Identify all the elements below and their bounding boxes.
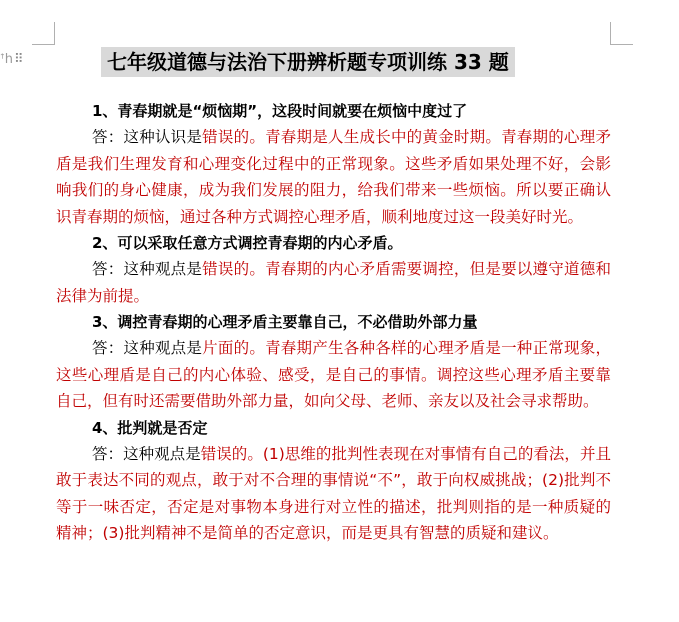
verdict-text: 片面的 (202, 339, 250, 357)
question-text: 1、青春期就是“烦恼期”，这段时间就要在烦恼中度过了 (92, 102, 468, 120)
verdict-text: 错误的 (202, 260, 250, 278)
question-text: 3、调控青春期的心理矛盾主要靠自己，不必借助外部力量 (92, 313, 478, 331)
answer-label: 答：这种观点是 (92, 444, 201, 463)
question-text: 2、可以采取任意方式调控青春期的内心矛盾。 (92, 234, 403, 252)
answer-text (56, 335, 611, 415)
answer-text (56, 124, 611, 230)
qa-item-1 (56, 98, 611, 230)
question-text: 4、批判就是否定 (92, 418, 208, 437)
page-corner-mark-right (610, 22, 633, 45)
answer-text (56, 441, 611, 547)
answer-text (56, 256, 611, 309)
verdict-text: 错误的 (200, 444, 248, 463)
qa-item-3 (56, 309, 611, 415)
answer-body: 。青春期是人生成长中的黄金时期。青春期的心理矛盾是我们生理发育和心理变化过程中的正常现象。这些矛盾如果处理不好，会影响我们的身心健康，成为我们发展的阻力，给我们带来一些烦恼。所以要正确认识青春期的烦恼，通过各种方式调控心理矛盾，顺利地度过这一段美好时光。 (56, 128, 611, 226)
answer-body: 。青春期的内心矛盾需要调控，但是要以遵守道德和法律为前提。 (56, 260, 611, 305)
page-corner-mark-left (32, 22, 55, 45)
answer-label: 答：这种认识是 (92, 128, 203, 146)
drag-handle-icon[interactable]: ⠿ (14, 52, 23, 67)
document-title: 七年级道德与法治下册辨析题专项训练 33 题 (101, 47, 515, 77)
document-body (56, 98, 611, 547)
qa-item-4 (56, 415, 611, 547)
paragraph-mark-icon: ꜛh (0, 52, 14, 67)
answer-label: 答：这种观点是 (92, 339, 203, 357)
answer-label: 答：这种观点是 (92, 260, 203, 278)
answer-body: 。青春期产生各种各样的心理矛盾是一种正常现象，这些心理盾是自己的内心体验、感受，是自己的事情。调控这些心理矛盾主要靠自己，但有时还需要借助外部力量，如向父母、老师、亲友以及社会寻求帮助。 (56, 339, 611, 410)
verdict-text: 错误的 (202, 128, 250, 146)
qa-item-2 (56, 230, 611, 309)
answer-body: 。(1)思维的批判性表现在对事情有自己的看法，并且敢于表达不同的观点，敢于对不合理的事情说“不”，敢于向权威挑战；(2)批判不等于一味否定，否定是对事物本身进行对立性的描述，批判则指的是一种质疑的精神；(3)批判精神不是简单的否定意识，而是更具有智慧的质疑和建议。 (56, 444, 611, 542)
